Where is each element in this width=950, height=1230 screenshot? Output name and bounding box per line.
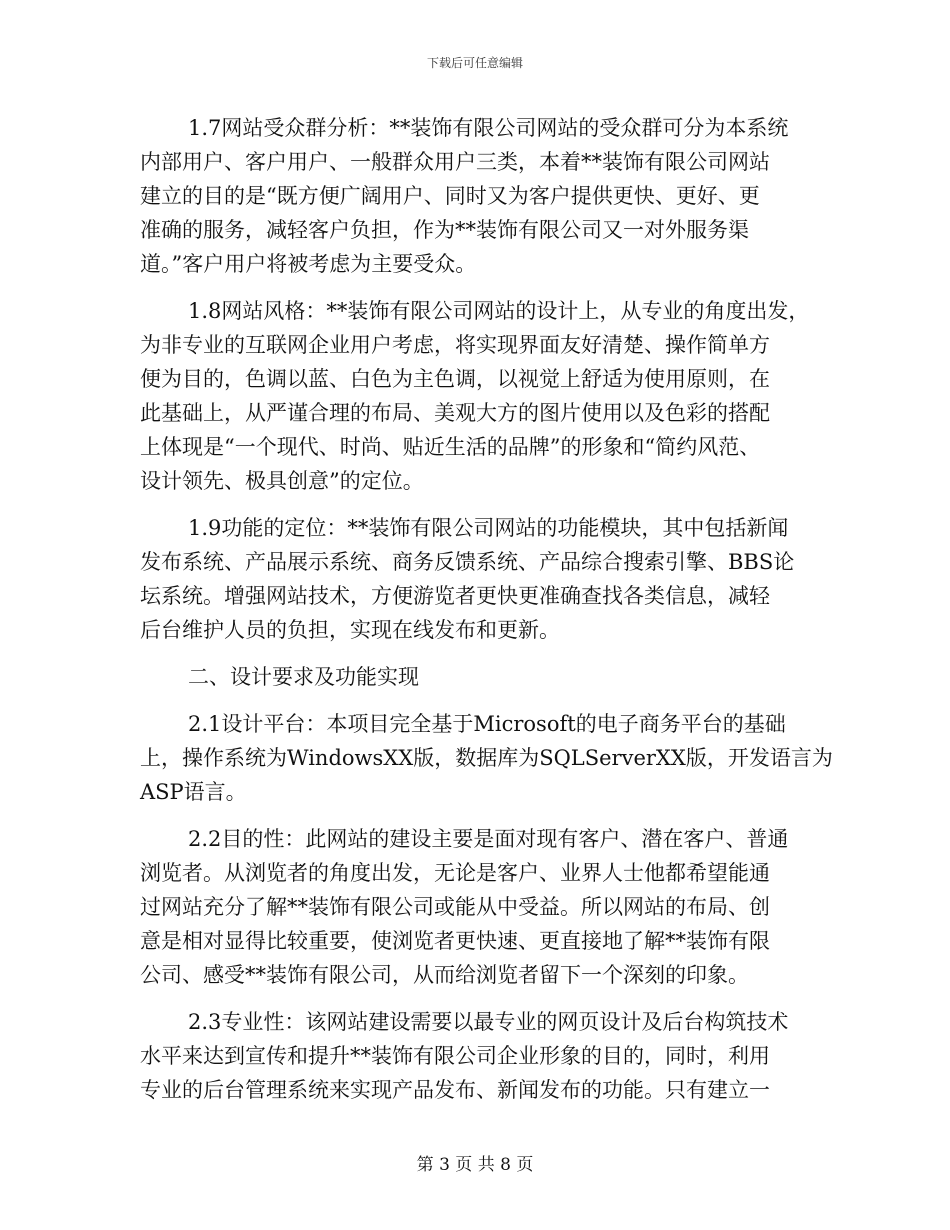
text-line: ASP语言。 <box>140 780 247 804</box>
text-line: 过网站充分了解**装饰有限公司或能从中受益。所以网站的布局、创 <box>140 895 770 919</box>
text-line: 水平来达到宣传和提升**装饰有限公司企业形象的目的，同时，利用 <box>140 1044 770 1068</box>
text-line: 1.9功能的定位：**装饰有限公司网站的功能模块，其中包括新闻 <box>188 516 789 540</box>
text-line: 2.3专业性：该网站建设需要以最专业的网页设计及后台构筑技术 <box>188 1010 789 1034</box>
text-line: 建立的目的是“既方便广阔用户、同时又为客户提供更快、更好、更 <box>140 184 760 208</box>
text-line: 道。”客户用户将被考虑为主要受众。 <box>140 252 477 276</box>
page-header: 下载后可任意编辑 <box>426 56 523 70</box>
text-line: 内部用户、客户用户、一般群众用户三类，本着**装饰有限公司网站 <box>140 150 770 174</box>
text-line: 后台维护人员的负担，实现在线发布和更新。 <box>140 618 560 642</box>
text-line: 专业的后台管理系统来实现产品发布、新闻发布的功能。只有建立一 <box>140 1078 770 1102</box>
text-line: 意是相对显得比较重要，使浏览者更快速、更直接地了解**装饰有限 <box>140 929 770 953</box>
text-line: 为非专业的互联网企业用户考虑，将实现界面友好清楚、操作简单方 <box>140 333 770 357</box>
text-line: 便为目的，色调以蓝、白色为主色调，以视觉上舒适为使用原则，在 <box>140 367 770 391</box>
section-heading: 二、设计要求及功能实现 <box>188 665 419 689</box>
text-line: 上体现是“一个现代、时尚、贴近生活的品牌”的形象和“简约风范、 <box>140 435 761 459</box>
text-line: 上，操作系统为WindowsXX版，数据库为SQLServerXX版，开发语言为 <box>140 746 833 770</box>
text-line: 公司、感受**装饰有限公司，从而给浏览者留下一个深刻的印象。 <box>140 963 749 987</box>
page-number: 第 3 页 共 8 页 <box>416 1155 534 1175</box>
text-line: 2.1设计平台：本项目完全基于Microsoft的电子商务平台的基础 <box>188 712 786 736</box>
text-line: 坛系统。增强网站技术，方便游览者更快更准确查找各类信息，减轻 <box>140 584 770 608</box>
text-line: 此基础上，从严谨合理的布局、美观大方的图片使用以及色彩的搭配 <box>140 401 770 425</box>
text-line: 1.8网站风格：**装饰有限公司网站的设计上，从专业的角度出发， <box>188 299 810 323</box>
text-line: 设计领先、极具创意”的定位。 <box>140 469 424 493</box>
text-line: 发布系统、产品展示系统、商务反馈系统、产品综合搜索引擎、BBS论 <box>140 550 795 574</box>
text-line: 准确的服务，减轻客户负担，作为**装饰有限公司又一对外服务渠 <box>140 218 749 242</box>
text-line: 2.2目的性：此网站的建设主要是面对现有客户、潜在客户、普通 <box>188 827 789 851</box>
text-line: 浏览者。从浏览者的角度出发，无论是客户、业界人士他都希望能通 <box>140 861 770 885</box>
text-line: 1.7网站受众群分析：**装饰有限公司网站的受众群可分为本系统 <box>188 116 789 140</box>
